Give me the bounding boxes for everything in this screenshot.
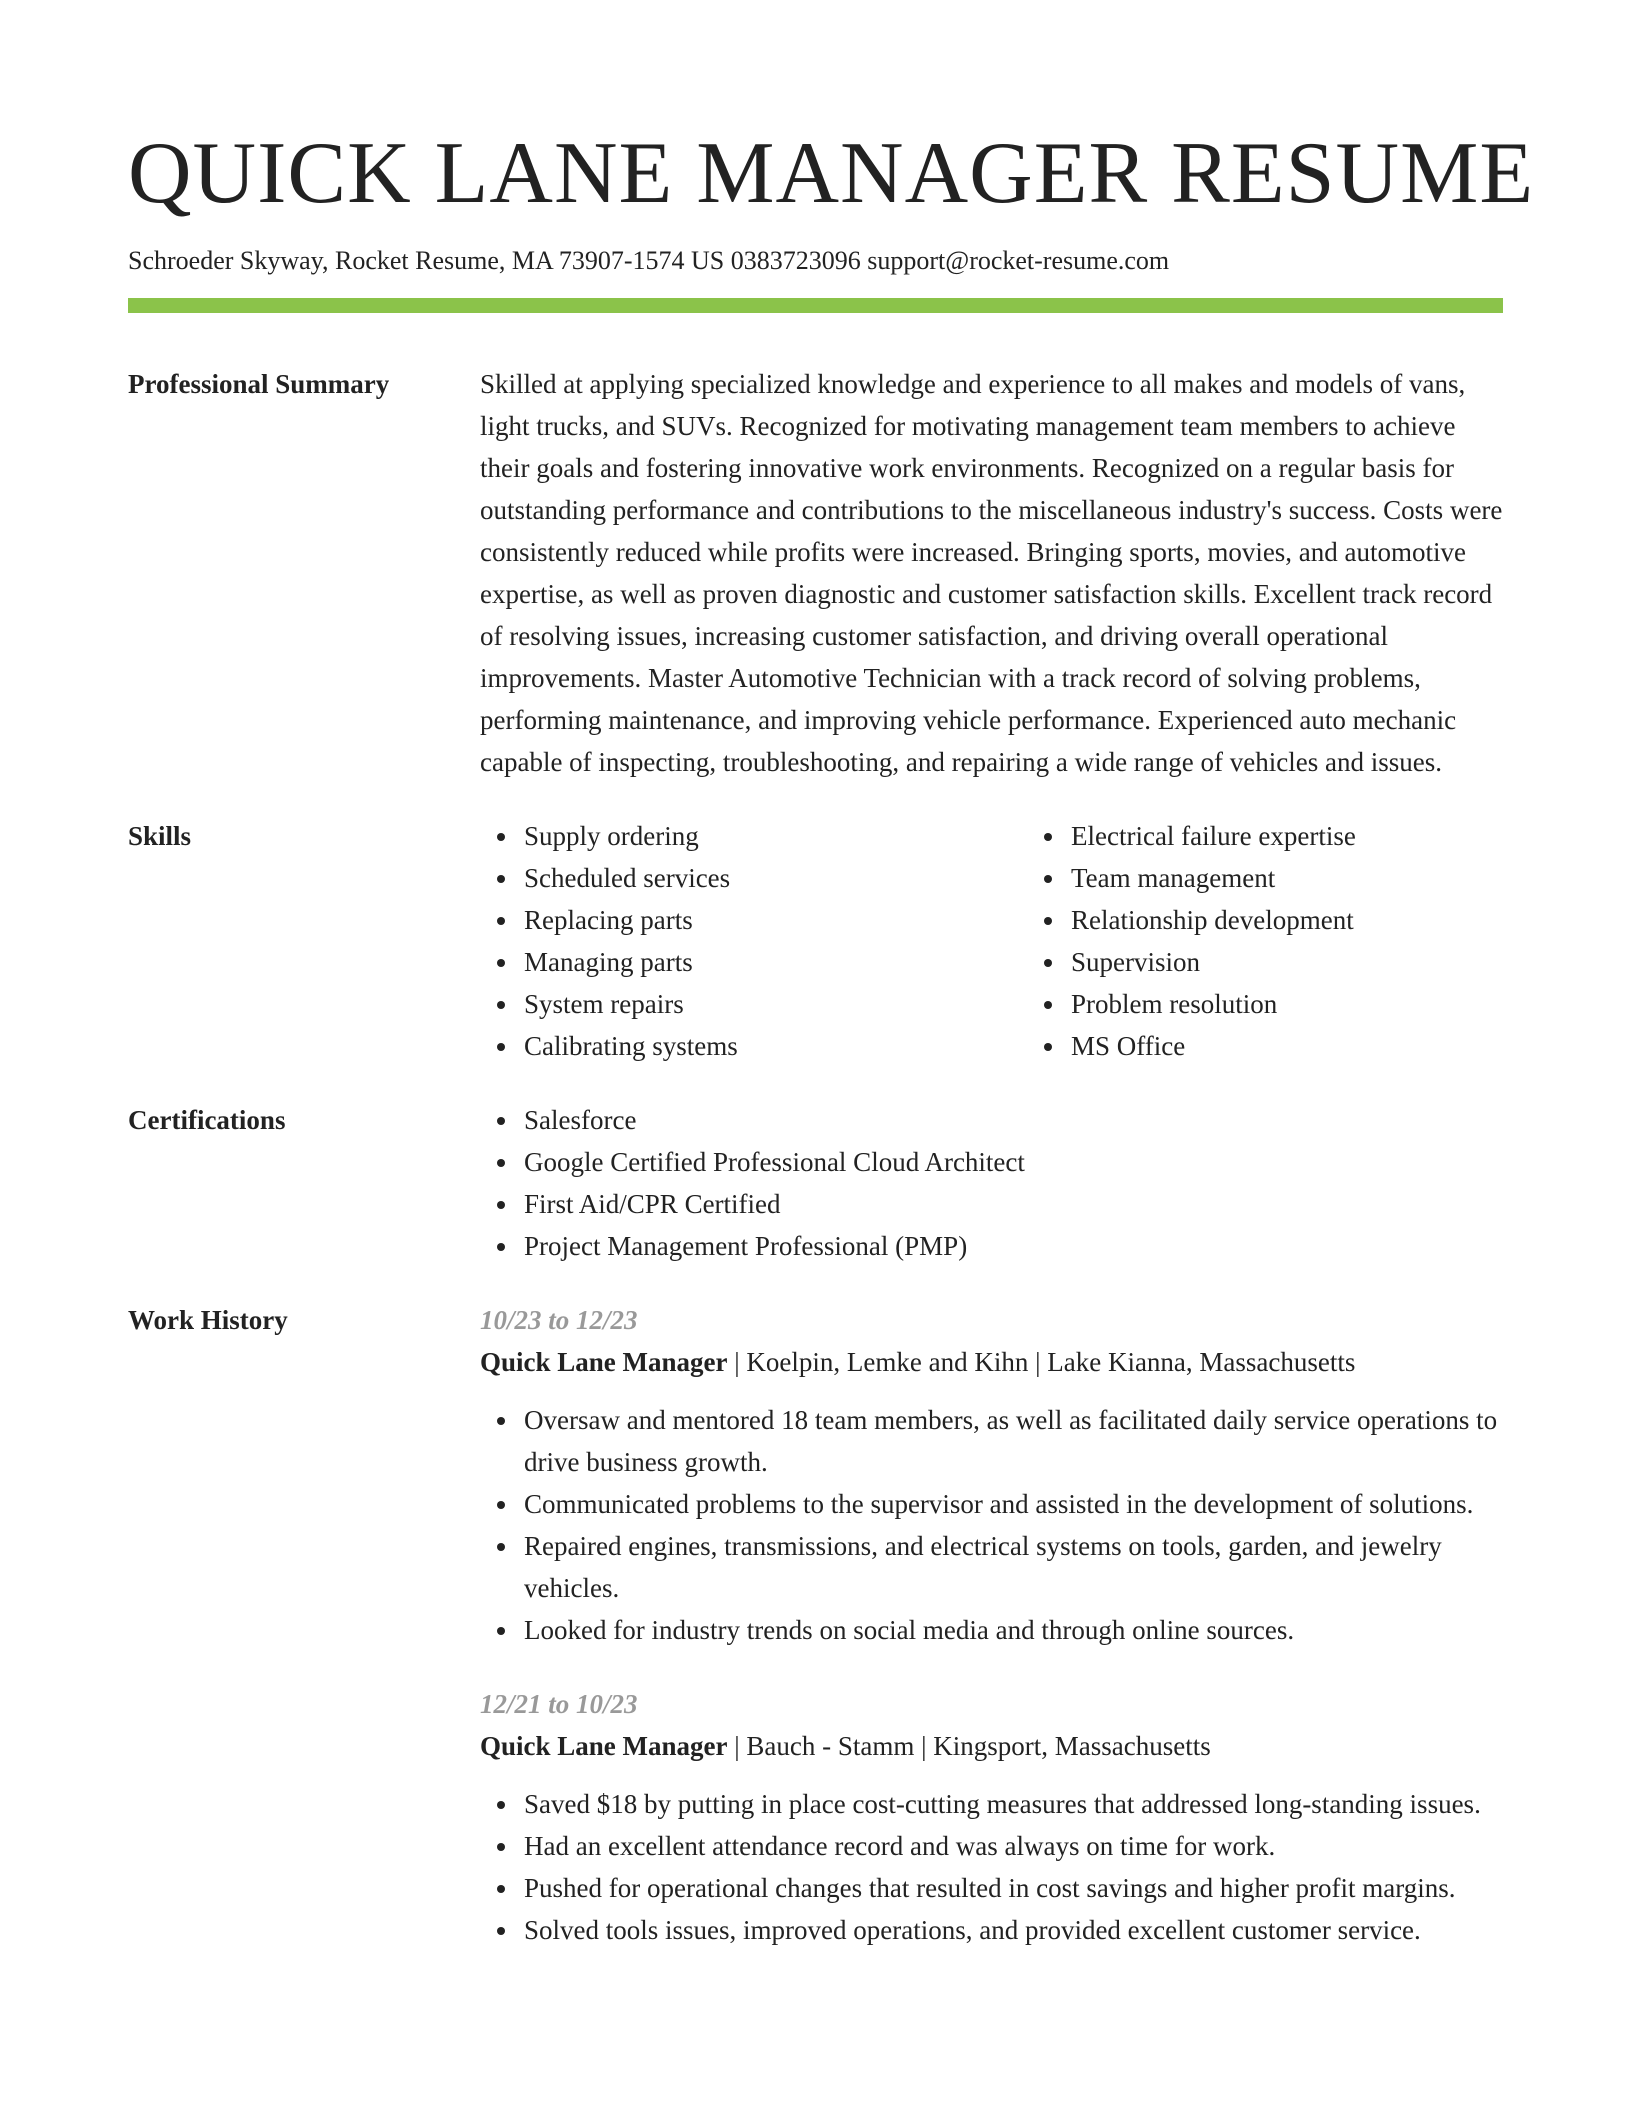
skills-list-right bbox=[1027, 815, 1574, 1067]
certifications-section bbox=[128, 1099, 1503, 1267]
job-bullet: Repaired engines, transmissions, and electrical systems on tools, garden, and jewelry vehicles. bbox=[524, 1525, 1503, 1609]
job-title: Quick Lane Manager bbox=[480, 1730, 728, 1761]
skill-item: Calibrating systems bbox=[524, 1025, 1027, 1067]
job-title: Quick Lane Manager bbox=[480, 1346, 728, 1377]
certification-item: Salesforce bbox=[524, 1099, 1503, 1141]
job-bullet: Looked for industry trends on social media and through online sources. bbox=[524, 1609, 1503, 1651]
job-details: | Bauch - Stamm | Kingsport, Massachusetts bbox=[727, 1730, 1211, 1761]
skill-item: Problem resolution bbox=[1071, 983, 1574, 1025]
work-history-section bbox=[128, 1299, 1503, 1951]
job-entry bbox=[480, 1299, 1503, 1651]
section-label-work-history: Work History bbox=[128, 1304, 288, 1335]
job-dates: 12/21 to 10/23 bbox=[480, 1688, 638, 1719]
skill-item: Supply ordering bbox=[524, 815, 1027, 857]
certification-item: Project Management Professional (PMP) bbox=[524, 1225, 1503, 1267]
job-heading bbox=[480, 1725, 1503, 1767]
job-bullet: Saved $18 by putting in place cost-cutting measures that addressed long-standing issues. bbox=[524, 1783, 1503, 1825]
skills-columns bbox=[480, 815, 1574, 1067]
job-bullet: Pushed for operational changes that resulted in cost savings and higher profit margins. bbox=[524, 1867, 1503, 1909]
certifications-body bbox=[480, 1099, 1503, 1267]
accent-divider bbox=[128, 298, 1503, 313]
skill-item: Scheduled services bbox=[524, 857, 1027, 899]
job-bullet: Communicated problems to the supervisor and assisted in the development of solutions. bbox=[524, 1483, 1503, 1525]
skill-item: Managing parts bbox=[524, 941, 1027, 983]
skill-item: Team management bbox=[1071, 857, 1574, 899]
skill-item: MS Office bbox=[1071, 1025, 1574, 1067]
job-entry bbox=[480, 1683, 1503, 1951]
job-details: | Koelpin, Lemke and Kihn | Lake Kianna, Massachusetts bbox=[727, 1346, 1356, 1377]
summary-text: Skilled at applying specialized knowledge and experience to all makes and models of vans, light trucks, and SUVs. Recognized for motivating management team members to achieve their goals and fostering innovative work environments. Recognized on a regular basis for outstanding performance and contributions to the miscellaneous industry's success. Costs were consistently reduced while profits were increased. Bringing sports, movies, and automotive expertise, as well as proven diagnostic and customer satisfaction skills. Excellent track record of resolving issues, increasing customer satisfaction, and driving overall operational improvements. Master Automotive Technician with a track record of solving problems, performing maintenance, and improving vehicle performance. Experienced auto mechanic capable of inspecting, troubleshooting, and repairing a wide range of vehicles and issues. bbox=[480, 368, 1503, 777]
certifications-list bbox=[480, 1099, 1503, 1267]
skills-list-left bbox=[480, 815, 1027, 1067]
skill-item: Relationship development bbox=[1071, 899, 1574, 941]
job-heading bbox=[480, 1341, 1503, 1383]
skill-item: Replacing parts bbox=[524, 899, 1027, 941]
section-label-summary: Professional Summary bbox=[128, 368, 390, 399]
work-history-body bbox=[480, 1299, 1503, 1951]
job-bullet: Oversaw and mentored 18 team members, as well as facilitated daily service operations to drive business growth. bbox=[524, 1399, 1503, 1483]
skill-item: Electrical failure expertise bbox=[1071, 815, 1574, 857]
professional-summary-section bbox=[128, 363, 1503, 783]
skill-item: System repairs bbox=[524, 983, 1027, 1025]
resume-title: QUICK LANE MANAGER RESUME bbox=[128, 125, 1535, 222]
job-bullets bbox=[480, 1399, 1503, 1651]
section-label-skills: Skills bbox=[128, 820, 192, 851]
job-bullets bbox=[480, 1783, 1503, 1951]
certification-item: First Aid/CPR Certified bbox=[524, 1183, 1503, 1225]
contact-line: Schroeder Skyway, Rocket Resume, MA 73907-1574 US 0383723096 support@rocket-resume.com bbox=[128, 246, 1170, 275]
job-dates: 10/23 to 12/23 bbox=[480, 1304, 638, 1335]
job-bullet: Had an excellent attendance record and was always on time for work. bbox=[524, 1825, 1503, 1867]
skill-item: Supervision bbox=[1071, 941, 1574, 983]
resume-page bbox=[128, 118, 1535, 1951]
skills-section bbox=[128, 815, 1503, 1067]
section-label-certifications: Certifications bbox=[128, 1104, 286, 1135]
job-bullet: Solved tools issues, improved operations, and provided excellent customer service. bbox=[524, 1909, 1503, 1951]
certification-item: Google Certified Professional Cloud Architect bbox=[524, 1141, 1503, 1183]
